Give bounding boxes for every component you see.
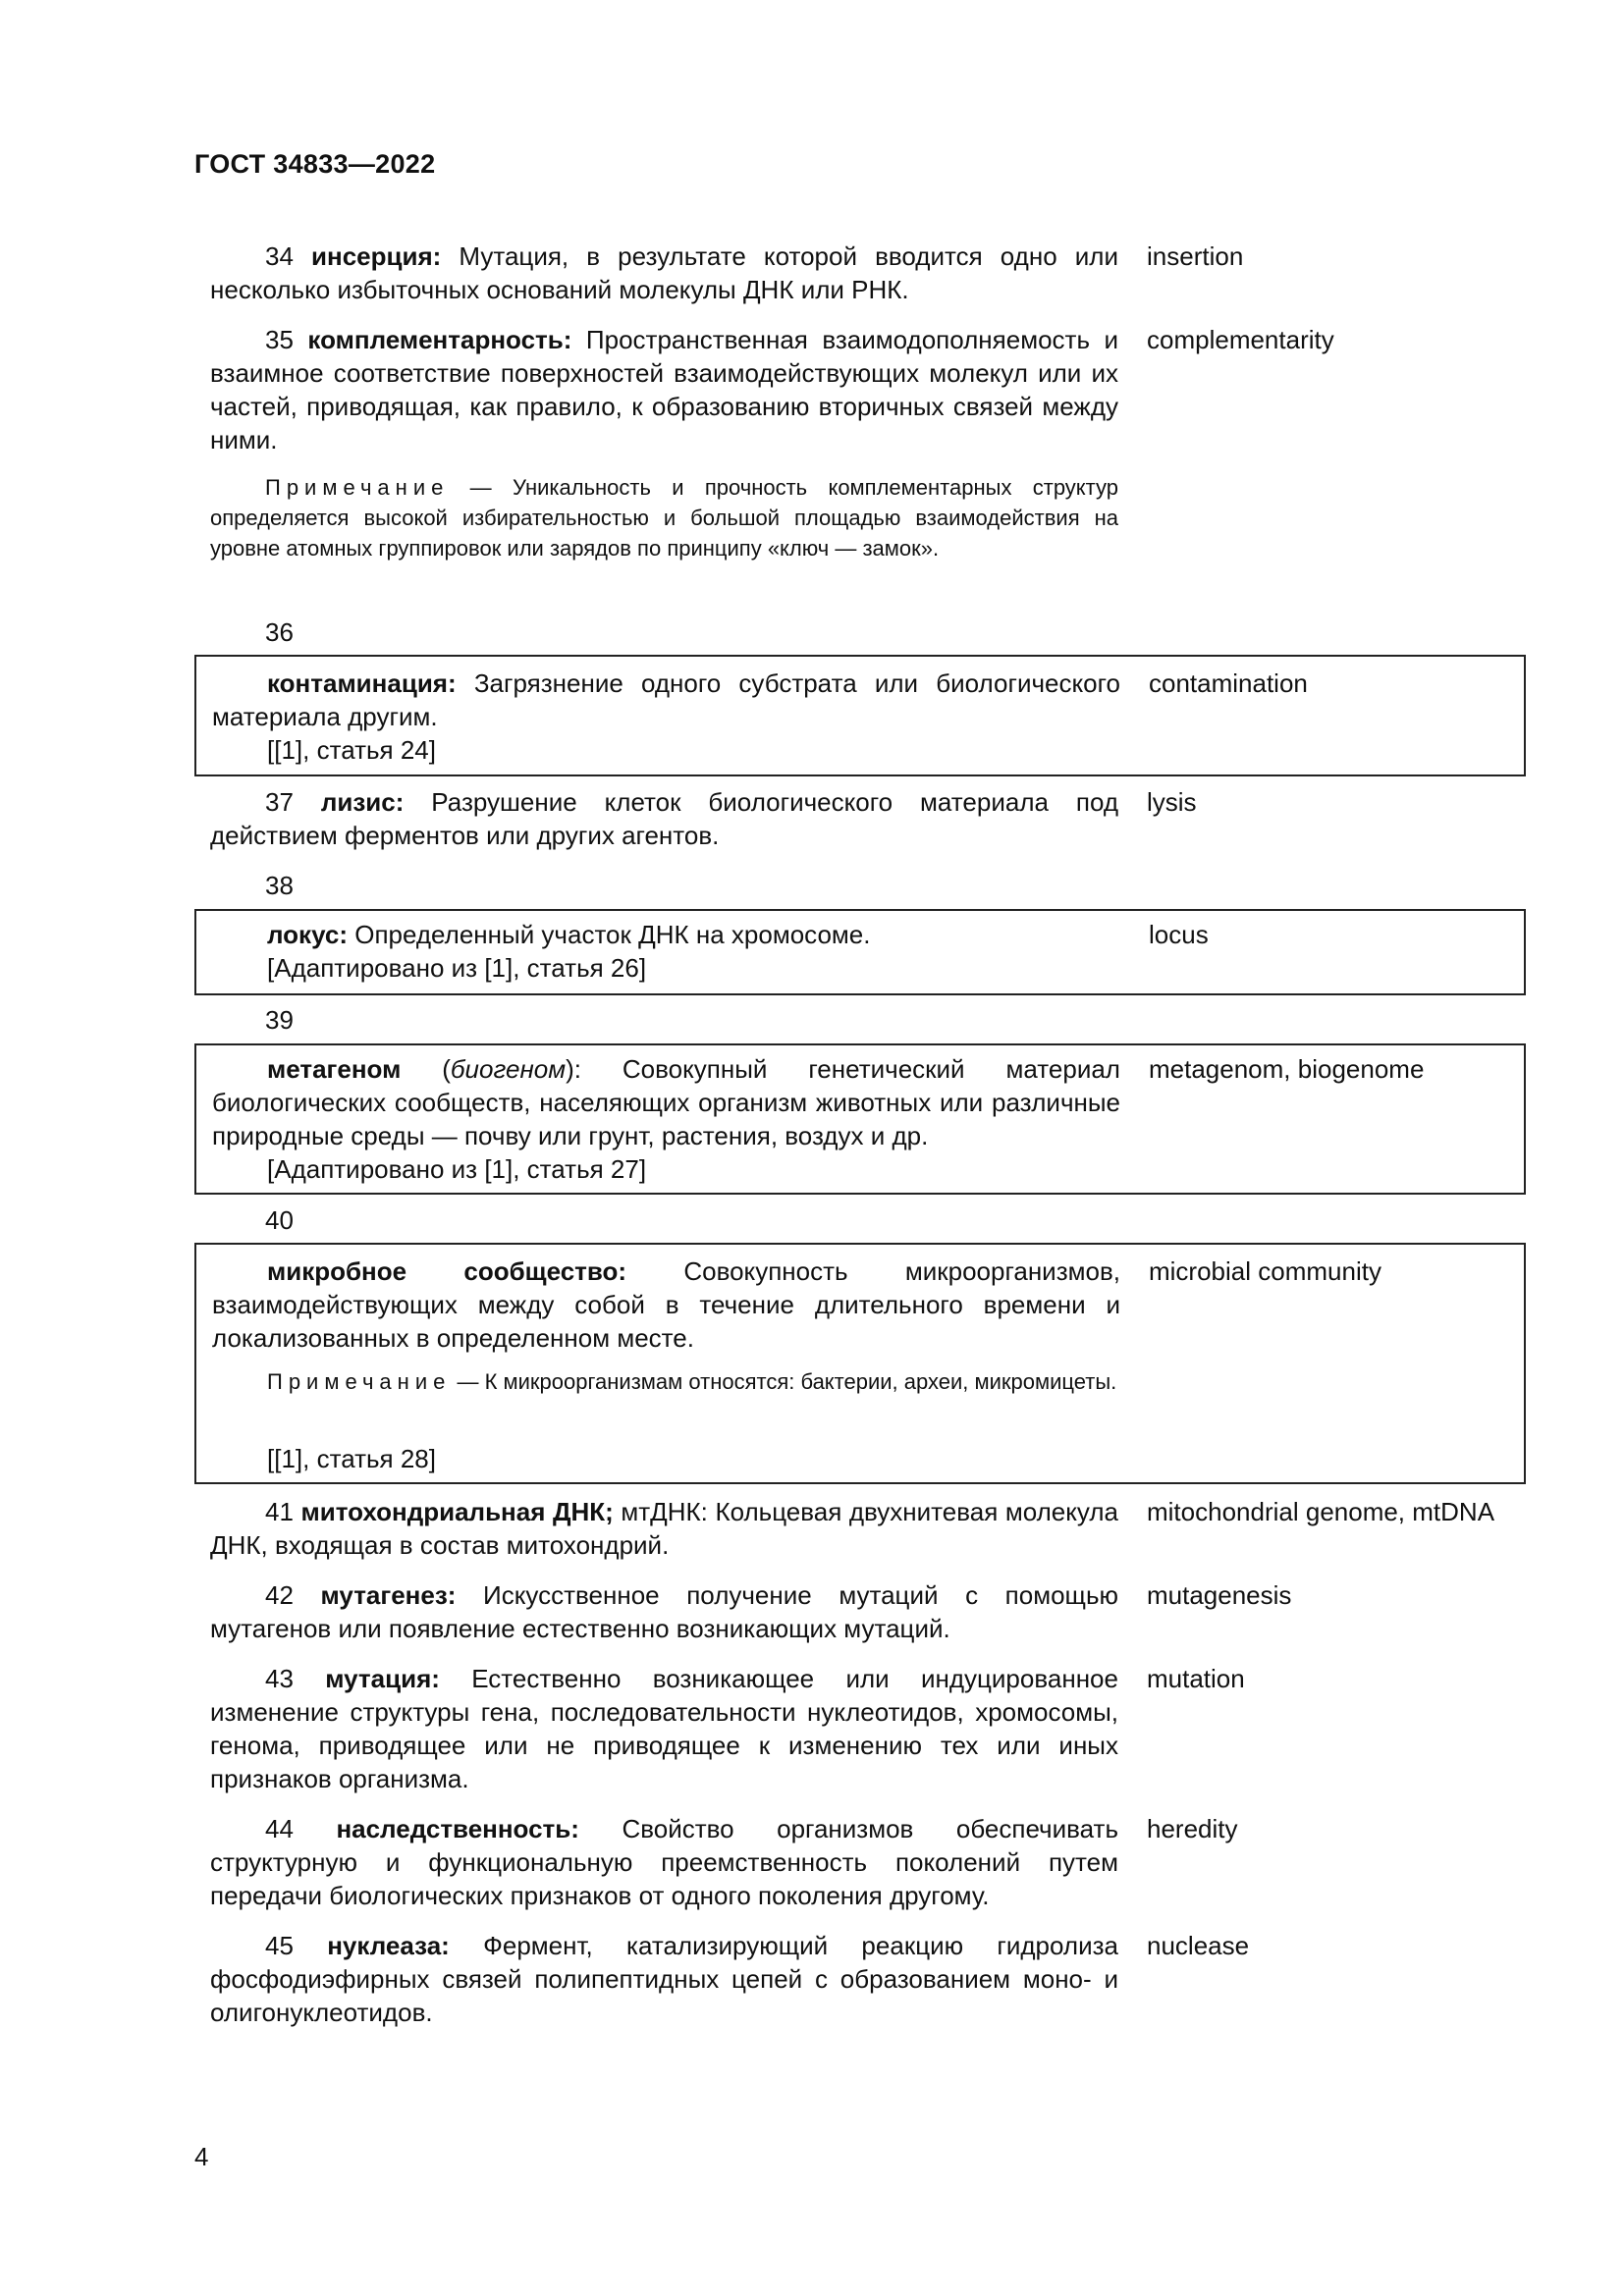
entry-number: 44	[265, 1814, 294, 1843]
entry-number: 45	[265, 1931, 294, 1960]
note-text: Уникальность и прочность комплементарных структур определяется высокой избирательностью и большой площадью взаимодействия на уровне атомных группировок или зарядов по принципу «ключ — замок».	[210, 475, 1118, 561]
term-en: locus	[1149, 920, 1209, 949]
definition-text: Свойство организмов обеспечивать структурную и функциональную преемственность поколений путем передачи биологических признаков от одного поколения другому.	[210, 1814, 1118, 1910]
term-ru: мутация:	[325, 1664, 440, 1693]
definition-text: Определенный участок ДНК на хромосоме.	[354, 920, 871, 949]
note	[210, 472, 1118, 563]
term-ru: митохондриальная ДНК;	[300, 1497, 614, 1526]
note-text: К микроорганизмам относятся: бактерии, археи, микромицеты.	[484, 1369, 1117, 1394]
term-entry-42	[194, 1578, 1526, 1647]
term-entry-34	[194, 240, 1526, 308]
term-en: mutation	[1147, 1664, 1245, 1693]
note-dash: —	[451, 1369, 485, 1394]
page-number: 4	[194, 2142, 209, 2171]
note-dash: —	[449, 475, 513, 500]
term-ru: лизис:	[320, 787, 405, 817]
term-ru: комплементарность:	[307, 325, 572, 354]
entry-number-36: 36	[265, 617, 294, 647]
term-entry-35	[194, 323, 1526, 588]
term-ru: нуклеаза:	[327, 1931, 450, 1960]
definition-text: Мутация, в результате которой вводится одно или несколько избыточных оснований молекулы ДНК или РНК.	[210, 241, 1118, 304]
term-entry-45	[194, 1929, 1526, 2031]
source-ref: [Адаптировано из [1], статья 26]	[267, 953, 647, 983]
note-label: Примечание	[265, 475, 450, 500]
term-entry-39: метагеном (биогеном): Совокупный генетический материал биологических сообществ, населяющих организм животных или различные природные среды — почву или грунт, растения, воздух и др. [Адаптировано из [1], статья 27] metagenom, biogenome	[194, 1043, 1526, 1195]
note-label: Примечание	[267, 1369, 452, 1394]
definition-text: Пространственная взаимодополняемость и взаимное соответствие поверхностей взаимодействующих молекул или их частей, приводящая, как правило, к образованию вторичных связей между ними.	[210, 325, 1118, 454]
definition-text: Фермент, катализирующий реакцию гидролиза фосфодиэфирных связей полипептидных цепей с образованием моно- и олигонуклеотидов.	[210, 1931, 1118, 2027]
term-entry-36	[194, 655, 1526, 776]
term-entry-44	[194, 1812, 1526, 1914]
term-en: mutagenesis	[1147, 1580, 1292, 1610]
term-en: microbial community	[1149, 1256, 1381, 1286]
definition-text: Совокупный генетический материал биологических сообществ, населяющих организм животных или различные природные среды — почву или грунт, растения, воздух и др.	[212, 1054, 1120, 1150]
definition-text: Естественно возникающее или индуцированное изменение структуры гена, последовательности нуклеотидов, хромосомы, генома, приводящее или не приводящее к изменению тех или иных признаков организма.	[210, 1664, 1118, 1793]
definition-text: Разрушение клеток биологического материала под действием ферментов или других агентов.	[210, 787, 1119, 850]
term-en: complementarity	[1147, 325, 1334, 354]
entry-number: 43	[265, 1664, 294, 1693]
entry-number: 37	[265, 787, 294, 817]
entry-number: 42	[265, 1580, 294, 1610]
term-entry-40	[194, 1243, 1526, 1484]
term-entry-37	[194, 785, 1526, 854]
term-ru: локус:	[267, 920, 348, 949]
term-en: nuclease	[1147, 1931, 1250, 1960]
term-ru-alt: биогеном	[450, 1054, 567, 1084]
source-ref: [[1], статья 28]	[267, 1444, 436, 1473]
note	[212, 1366, 1120, 1397]
definition-text: Загрязнение одного субстрата или биологического материала другим.	[212, 668, 1120, 731]
source-ref: [[1], статья 24]	[267, 735, 436, 765]
term-ru: контаминация:	[267, 668, 457, 698]
term-ru: метагеном	[267, 1054, 402, 1084]
term-en: insertion	[1147, 241, 1244, 271]
term-en: mitochondrial genome, mtDNA	[1147, 1497, 1495, 1526]
document-header: ГОСТ 34833—2022	[194, 149, 436, 179]
term-ru: мутагенез:	[320, 1580, 457, 1610]
term-ru: наследственность:	[336, 1814, 579, 1843]
term-en: heredity	[1147, 1814, 1238, 1843]
definition-text: мтДНК: Кольцевая двухнитевая молекула ДНК, входящая в состав митохондрий.	[210, 1497, 1118, 1560]
term-entry-38	[194, 909, 1526, 995]
definition-text: Искусственное получение мутаций с помощью мутагенов или появление естественно возникающих мутаций.	[210, 1580, 1118, 1643]
entry-number-40: 40	[265, 1205, 294, 1235]
entry-number: 34	[265, 241, 294, 271]
term-ru: инсерция:	[311, 241, 442, 271]
term-en: lysis	[1147, 787, 1197, 817]
term-en: contamination	[1149, 668, 1308, 698]
term-entry-43	[194, 1662, 1526, 1795]
term-en: metagenom, biogenome	[1149, 1054, 1425, 1084]
term-ru: микробное сообщество:	[267, 1256, 627, 1286]
entry-number-39: 39	[265, 1005, 294, 1035]
definition-text: Совокупность микроорганизмов, взаимодействующих между собой в течение длительного времени и локализованных в определенном месте.	[212, 1256, 1120, 1353]
term-entry-41	[194, 1495, 1526, 1564]
entry-number: 41	[265, 1497, 294, 1526]
entry-number: 35	[265, 325, 294, 354]
source-ref: [Адаптировано из [1], статья 27]	[267, 1154, 647, 1184]
entry-number-38: 38	[265, 871, 294, 900]
